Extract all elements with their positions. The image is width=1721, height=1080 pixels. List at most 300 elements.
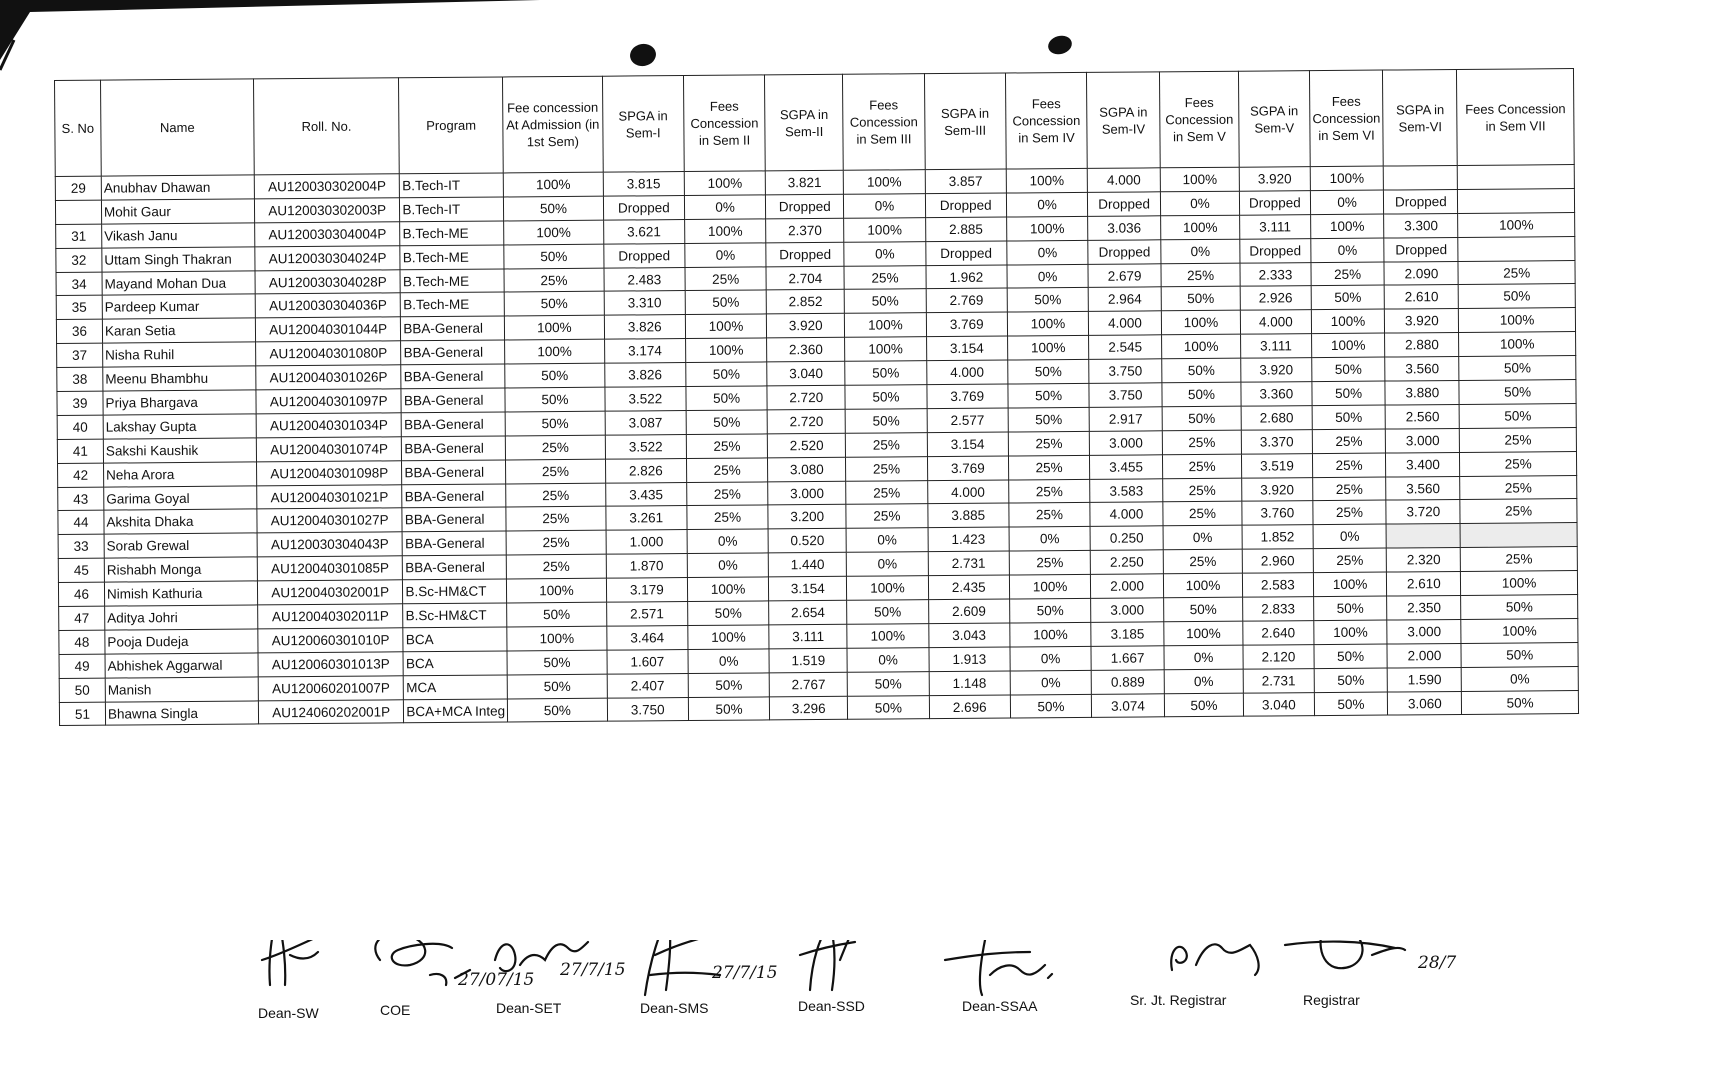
cell-name: Sorab Grewal <box>104 533 257 558</box>
cell-concession-sem3: 0% <box>847 647 928 672</box>
col-sgpa-sem2-header: SGPA in Sem-II <box>765 74 844 171</box>
cell-concession-sem2: 50% <box>688 601 769 626</box>
cell-program: BBA-General <box>401 316 505 341</box>
cell-roll: AU120060301010P <box>258 628 404 653</box>
cell-sgpa-sem1: 1.607 <box>607 649 688 674</box>
cell-sgpa-sem1: 3.826 <box>604 363 685 388</box>
cell-sno: 42 <box>58 463 104 487</box>
cell-sgpa-sem4: 3.036 <box>1088 216 1161 240</box>
cell-sgpa-sem4: 1.667 <box>1091 646 1164 670</box>
concession-sheet <box>54 68 1579 726</box>
cell-sgpa-sem1: 3.261 <box>606 506 687 531</box>
cell-program: B.Tech-ME <box>400 245 504 270</box>
cell-concession-sem3: 50% <box>844 289 925 314</box>
cell-sgpa-sem1: 3.621 <box>603 219 684 244</box>
cell-sgpa-sem6: Dropped <box>1384 237 1458 261</box>
cell-sgpa-sem3: 2.609 <box>928 599 1009 624</box>
signature-stroke <box>1171 944 1258 975</box>
cell-concession-sem2: 100% <box>685 219 766 244</box>
cell-concession-sem7: 100% <box>1459 308 1576 333</box>
cell-roll: AU120030304043P <box>257 532 403 557</box>
signatory-title: Sr. Jt. Registrar <box>1130 992 1227 1008</box>
cell-sgpa-sem4: 4.000 <box>1089 311 1162 335</box>
cell-sgpa-sem5: Dropped <box>1240 191 1311 215</box>
cell-sno: 40 <box>57 415 103 439</box>
cell-sgpa-sem3: 1.962 <box>926 265 1007 290</box>
cell-concession-sem2: 50% <box>686 410 767 435</box>
cell-sgpa-sem1: 3.522 <box>605 434 686 459</box>
cell-sgpa-sem3: 2.435 <box>928 575 1009 600</box>
cell-concession-sem4: 0% <box>1010 646 1091 671</box>
cell-sgpa-sem6: 3.300 <box>1384 213 1458 237</box>
cell-sgpa-sem5: 3.920 <box>1239 167 1310 191</box>
cell-sgpa-sem2: 0.520 <box>768 529 846 554</box>
cell-sgpa-sem2: 2.654 <box>769 600 847 625</box>
cell-name: Nisha Ruhil <box>103 342 256 367</box>
cell-roll: AU124060202001P <box>258 699 404 724</box>
cell-sgpa-sem1: 3.464 <box>606 625 687 650</box>
cell-sgpa-sem5: 3.111 <box>1240 214 1311 238</box>
cell-concession-sem4: 0% <box>1010 670 1091 695</box>
corner-fold-mark <box>0 0 540 80</box>
cell-sgpa-sem2: 1.519 <box>769 648 847 673</box>
cell-sgpa-sem1: 3.826 <box>604 315 685 340</box>
col-concession-sem7-header: Fees Concession in Sem VII <box>1457 69 1574 166</box>
col-concession-sem6-header: Fees Concession in Sem VI <box>1309 70 1384 167</box>
cell-program: BBA-General <box>401 364 505 389</box>
cell-concession-sem6: 100% <box>1310 214 1384 238</box>
cell-sgpa-sem1: 3.310 <box>604 291 685 316</box>
cell-concession-sem5: 0% <box>1160 191 1239 216</box>
cell-concession-sem3: 25% <box>846 480 927 505</box>
cell-concession-sem6: 50% <box>1314 644 1388 668</box>
cell-sgpa-sem2: 2.767 <box>769 672 847 697</box>
cell-sgpa-sem3: Dropped <box>925 193 1006 218</box>
cell-admission-concession: 25% <box>506 554 606 579</box>
cell-sgpa-sem1: Dropped <box>603 243 684 268</box>
punch-hole-right <box>1046 33 1074 57</box>
cell-sgpa-sem6: 1.590 <box>1388 667 1462 691</box>
cell-sgpa-sem4: 2.250 <box>1090 550 1163 574</box>
cell-concession-sem5: 25% <box>1163 502 1242 527</box>
cell-sgpa-sem3: 4.000 <box>927 480 1008 505</box>
col-concession-sem3-header: Fees Concession in Sem III <box>843 74 925 171</box>
cell-concession-sem5: 50% <box>1162 358 1241 383</box>
cell-concession-sem4: 25% <box>1009 551 1090 576</box>
cell-concession-sem5: 100% <box>1161 311 1240 336</box>
cell-concession-sem4: 50% <box>1010 694 1091 719</box>
cell-concession-sem5: 25% <box>1162 454 1241 479</box>
cell-sgpa-sem2: 3.821 <box>765 170 843 195</box>
cell-concession-sem3: 50% <box>845 409 926 434</box>
cell-concession-sem7 <box>1460 523 1577 548</box>
cell-sno: 31 <box>56 224 102 248</box>
signature-date: 27/07/15 <box>458 970 535 990</box>
cell-concession-sem5: 100% <box>1163 573 1242 598</box>
cell-admission-concession: 50% <box>507 650 607 675</box>
cell-admission-concession: 25% <box>506 531 606 556</box>
cell-concession-sem4: 50% <box>1008 360 1089 385</box>
cell-concession-sem2: 100% <box>684 171 765 196</box>
cell-concession-sem7: 50% <box>1461 595 1578 620</box>
cell-sno: 50 <box>59 678 105 702</box>
cell-concession-sem3: 25% <box>844 265 925 290</box>
cell-sgpa-sem6: 2.350 <box>1387 595 1461 619</box>
signatory-title: Dean-SSD <box>798 998 865 1014</box>
cell-sgpa-sem1: 2.483 <box>604 267 685 292</box>
cell-sgpa-sem5: 4.000 <box>1240 310 1311 334</box>
cell-sgpa-sem1: 2.571 <box>606 602 687 627</box>
cell-concession-sem7: 50% <box>1461 642 1578 667</box>
cell-sgpa-sem4: 0.889 <box>1091 670 1164 694</box>
cell-sgpa-sem3: 3.154 <box>927 432 1008 457</box>
col-name-header: Name <box>100 79 254 176</box>
cell-concession-sem3: 100% <box>845 313 926 338</box>
signature-date: 28/7 <box>1418 953 1457 973</box>
cell-sgpa-sem6: 3.560 <box>1385 357 1459 381</box>
cell-concession-sem3: 50% <box>848 695 929 720</box>
cell-sgpa-sem3: 3.769 <box>927 384 1008 409</box>
cell-concession-sem6: 50% <box>1314 668 1388 692</box>
punch-hole-left <box>628 42 657 68</box>
cell-program: B.Tech-ME <box>400 221 504 246</box>
col-sgpa-sem1-header: SPGA in Sem-I <box>602 76 684 173</box>
cell-sgpa-sem6 <box>1384 165 1458 189</box>
cell-name: Aditya Johri <box>105 605 258 630</box>
cell-sgpa-sem1: 3.815 <box>603 172 684 197</box>
cell-sgpa-sem3: 2.577 <box>927 408 1008 433</box>
cell-concession-sem5: 50% <box>1164 597 1243 622</box>
cell-sgpa-sem6: 3.920 <box>1385 309 1459 333</box>
cell-concession-sem7: 100% <box>1461 571 1578 596</box>
cell-sgpa-sem6: 3.000 <box>1386 428 1460 452</box>
col-roll-header: Roll. No. <box>253 78 399 175</box>
cell-admission-concession: 50% <box>507 602 607 627</box>
cell-sgpa-sem2: 1.440 <box>768 553 846 578</box>
cell-name: Bhawna Singla <box>105 701 258 726</box>
cell-sgpa-sem3: 3.885 <box>927 503 1008 528</box>
cell-sgpa-sem6: 3.880 <box>1385 380 1459 404</box>
cell-concession-sem6: 25% <box>1313 501 1387 525</box>
col-sgpa-sem3-header: SGPA in Sem-III <box>924 73 1006 170</box>
cell-sno: 43 <box>58 487 104 511</box>
cell-concession-sem4: 25% <box>1009 479 1090 504</box>
cell-roll: AU120040301044P <box>255 317 401 342</box>
cell-admission-concession: 50% <box>505 387 605 412</box>
cell-admission-concession: 50% <box>505 363 605 388</box>
cell-concession-sem4: 50% <box>1007 288 1088 313</box>
cell-concession-sem2: 0% <box>687 553 768 578</box>
cell-concession-sem2: 25% <box>685 266 766 291</box>
cell-sgpa-sem4: 2.545 <box>1089 335 1162 359</box>
cell-sgpa-sem3: 3.769 <box>926 312 1007 337</box>
cell-sgpa-sem5: Dropped <box>1240 238 1311 262</box>
cell-sgpa-sem6: 3.000 <box>1387 619 1461 643</box>
cell-concession-sem6: 50% <box>1311 286 1385 310</box>
cell-roll: AU120040301080P <box>256 341 402 366</box>
cell-concession-sem6: 50% <box>1313 596 1387 620</box>
cell-concession-sem6: 100% <box>1310 166 1384 190</box>
cell-concession-sem4: 0% <box>1009 527 1090 552</box>
cell-program: BCA <box>403 627 507 652</box>
cell-admission-concession: 50% <box>504 196 604 221</box>
cell-admission-concession: 100% <box>507 626 607 651</box>
cell-sgpa-sem4: 2.917 <box>1089 407 1162 431</box>
cell-concession-sem3: 25% <box>846 504 927 529</box>
cell-concession-sem4: 25% <box>1008 455 1089 480</box>
cell-concession-sem2: 50% <box>685 290 766 315</box>
cell-sgpa-sem2: Dropped <box>766 194 844 219</box>
cell-sgpa-sem6: 2.560 <box>1386 404 1460 428</box>
cell-sgpa-sem6: 2.000 <box>1387 643 1461 667</box>
col-sgpa-sem4-header: SGPA in Sem-IV <box>1087 72 1160 169</box>
cell-concession-sem6: 50% <box>1312 381 1386 405</box>
cell-sgpa-sem2: 3.200 <box>768 505 846 530</box>
cell-name: Meenu Bhambhu <box>103 366 256 391</box>
col-admission-concession-header: Fee concession At Admission (in 1st Sem) <box>503 76 603 173</box>
cell-sgpa-sem4: 2.000 <box>1091 574 1164 598</box>
cell-sgpa-sem2: 3.000 <box>768 481 846 506</box>
cell-sgpa-sem2: 3.154 <box>769 576 847 601</box>
cell-sno <box>55 200 101 224</box>
signature-stroke <box>375 940 470 985</box>
cell-concession-sem6: 0% <box>1310 190 1384 214</box>
cell-sgpa-sem2: 3.920 <box>767 314 845 339</box>
cell-concession-sem3: 100% <box>847 576 928 601</box>
cell-concession-sem7 <box>1458 188 1575 213</box>
cell-roll: AU120030304036P <box>255 293 401 318</box>
cell-sgpa-sem5: 3.360 <box>1241 382 1312 406</box>
fee-concession-table <box>54 68 1579 726</box>
cell-sgpa-sem6: 2.610 <box>1385 285 1459 309</box>
cell-concession-sem5: 25% <box>1163 549 1242 574</box>
cell-concession-sem5: 0% <box>1163 526 1242 551</box>
signatory-title: Dean-SSAA <box>962 998 1038 1014</box>
cell-roll: AU120060201007P <box>258 675 404 700</box>
cell-sgpa-sem3: 2.769 <box>926 288 1007 313</box>
cell-sgpa-sem5: 2.833 <box>1243 597 1314 621</box>
cell-admission-concession: 25% <box>506 507 606 532</box>
cell-program: B.Tech-ME <box>400 269 504 294</box>
cell-concession-sem2: 0% <box>687 529 768 554</box>
cell-admission-concession: 25% <box>506 459 606 484</box>
signatory-title: Registrar <box>1303 992 1360 1008</box>
signature-date: 27/7/15 <box>560 960 626 980</box>
signature-stroke <box>800 940 858 990</box>
signature-stroke <box>945 940 1052 995</box>
cell-concession-sem7: 50% <box>1462 690 1579 715</box>
cell-sgpa-sem4: 3.750 <box>1089 359 1162 383</box>
cell-sno: 46 <box>58 582 104 606</box>
cell-sno: 44 <box>58 511 104 535</box>
cell-concession-sem4: 25% <box>1009 503 1090 528</box>
cell-concession-sem2: 100% <box>687 577 768 602</box>
cell-sgpa-sem1: 3.750 <box>607 697 688 722</box>
table-body <box>55 165 1578 726</box>
cell-sgpa-sem6: 2.880 <box>1385 333 1459 357</box>
cell-concession-sem7: 50% <box>1459 380 1576 405</box>
cell-sgpa-sem1: 2.826 <box>605 458 686 483</box>
cell-sgpa-sem5: 3.519 <box>1242 453 1313 477</box>
cell-concession-sem7 <box>1458 236 1575 261</box>
cell-concession-sem6: 0% <box>1310 238 1384 262</box>
signatory-title: Dean-SMS <box>640 1000 709 1016</box>
cell-sgpa-sem1: 2.407 <box>607 673 688 698</box>
cell-program: BBA-General <box>402 412 506 437</box>
cell-concession-sem4: 0% <box>1006 192 1087 217</box>
cell-sgpa-sem5: 3.920 <box>1242 477 1313 501</box>
cell-concession-sem6: 50% <box>1314 692 1388 716</box>
cell-sgpa-sem4: 3.000 <box>1091 598 1164 622</box>
cell-sgpa-sem1: 3.179 <box>606 578 687 603</box>
cell-sgpa-sem3: 4.000 <box>926 360 1007 385</box>
cell-sgpa-sem5: 1.852 <box>1242 525 1313 549</box>
cell-concession-sem2: 100% <box>688 625 769 650</box>
cell-program: BBA-General <box>402 484 506 509</box>
cell-concession-sem3: 50% <box>845 385 926 410</box>
cell-admission-concession: 25% <box>505 435 605 460</box>
cell-sgpa-sem4: 3.000 <box>1089 431 1162 455</box>
cell-roll: AU120030304004P <box>255 222 401 247</box>
cell-sno: 38 <box>57 367 103 391</box>
cell-name: Uttam Singh Thakran <box>102 247 255 272</box>
cell-concession-sem3: 50% <box>847 671 928 696</box>
cell-sgpa-sem2: 2.520 <box>768 433 846 458</box>
signature-stroke <box>262 940 332 985</box>
cell-concession-sem4: 100% <box>1010 622 1091 647</box>
cell-sgpa-sem5: 3.760 <box>1242 501 1313 525</box>
cell-sgpa-sem6: 2.610 <box>1387 572 1461 596</box>
cell-concession-sem3: 50% <box>847 600 928 625</box>
cell-concession-sem2: 50% <box>686 386 767 411</box>
cell-roll: AU120030302004P <box>254 174 400 199</box>
cell-concession-sem3: 0% <box>844 194 925 219</box>
cell-sgpa-sem4: 2.679 <box>1088 263 1161 287</box>
cell-concession-sem7 <box>1457 165 1574 190</box>
cell-concession-sem5: 25% <box>1162 430 1241 455</box>
cell-sgpa-sem3: 3.769 <box>927 456 1008 481</box>
cell-concession-sem4: 100% <box>1007 336 1088 361</box>
cell-sgpa-sem2: 2.720 <box>767 385 845 410</box>
col-sgpa-sem6-header: SGPA in Sem-VI <box>1383 69 1458 166</box>
cell-sgpa-sem1: 1.000 <box>606 530 687 555</box>
cell-sgpa-sem2: 3.040 <box>767 361 845 386</box>
cell-concession-sem2: 50% <box>686 362 767 387</box>
cell-sno: 36 <box>56 319 102 343</box>
cell-concession-sem4: 50% <box>1010 598 1091 623</box>
cell-admission-concession: 50% <box>508 698 608 723</box>
cell-concession-sem6: 25% <box>1311 262 1385 286</box>
signatory-title: Dean-SET <box>496 1000 562 1016</box>
cell-roll: AU120030304028P <box>255 269 401 294</box>
cell-concession-sem5: 25% <box>1161 263 1240 288</box>
cell-concession-sem3: 100% <box>845 337 926 362</box>
cell-admission-concession: 50% <box>507 674 607 699</box>
cell-program: BBA-General <box>401 340 505 365</box>
header-row <box>55 69 1575 177</box>
cell-roll: AU120030302003P <box>254 198 400 223</box>
col-sgpa-sem5-header: SGPA in Sem-V <box>1239 71 1310 168</box>
cell-concession-sem7: 50% <box>1458 284 1575 309</box>
cell-sgpa-sem5: 2.960 <box>1242 549 1313 573</box>
cell-roll: AU120030304024P <box>255 245 401 270</box>
cell-sgpa-sem3: 3.043 <box>928 623 1009 648</box>
cell-sgpa-sem1: Dropped <box>603 195 684 220</box>
cell-concession-sem6: 50% <box>1312 405 1386 429</box>
cell-concession-sem7: 25% <box>1460 547 1577 572</box>
cell-sgpa-sem5: 2.583 <box>1243 573 1314 597</box>
cell-concession-sem5: 25% <box>1163 478 1242 503</box>
cell-name: Priya Bhargava <box>103 390 256 415</box>
cell-concession-sem7: 100% <box>1459 332 1576 357</box>
cell-concession-sem7: 25% <box>1458 260 1575 285</box>
cell-sgpa-sem1: 1.870 <box>606 554 687 579</box>
cell-concession-sem4: 100% <box>1009 575 1090 600</box>
cell-concession-sem5: 0% <box>1164 645 1243 670</box>
cell-sgpa-sem3: 2.731 <box>928 551 1009 576</box>
cell-sgpa-sem4: 3.185 <box>1091 622 1164 646</box>
cell-concession-sem3: 25% <box>846 456 927 481</box>
signatory-title: COE <box>380 1002 411 1018</box>
cell-sgpa-sem4: 2.964 <box>1088 287 1161 311</box>
cell-sgpa-sem5: 3.920 <box>1241 358 1312 382</box>
cell-roll: AU120040301034P <box>256 413 402 438</box>
cell-concession-sem2: 25% <box>687 481 768 506</box>
cell-sno: 32 <box>56 248 102 272</box>
cell-sgpa-sem6: 3.560 <box>1386 476 1460 500</box>
cell-sgpa-sem1: 3.522 <box>605 387 686 412</box>
cell-sno: 39 <box>57 391 103 415</box>
col-concession-sem5-header: Fees Concession in Sem V <box>1159 71 1239 168</box>
cell-concession-sem2: 100% <box>685 314 766 339</box>
cell-sgpa-sem5: 3.111 <box>1241 334 1312 358</box>
col-concession-sem4-header: Fees Concession in Sem IV <box>1005 72 1087 169</box>
cell-roll: AU120040301026P <box>256 365 402 390</box>
cell-sgpa-sem2: 2.360 <box>767 338 845 363</box>
cell-sno: 47 <box>59 606 105 630</box>
cell-roll: AU120040301098P <box>256 460 402 485</box>
cell-roll: AU120040302001P <box>257 580 403 605</box>
cell-sno: 37 <box>57 343 103 367</box>
cell-sgpa-sem5: 2.731 <box>1243 668 1314 692</box>
cell-name: Mayand Mohan Dua <box>102 270 255 295</box>
signature-date: 27/7/15 <box>712 963 778 983</box>
cell-program: BBA-General <box>403 555 507 580</box>
cell-sgpa-sem6: 2.090 <box>1384 261 1458 285</box>
cell-concession-sem2: 25% <box>686 458 767 483</box>
cell-sno: 29 <box>55 176 101 200</box>
cell-sgpa-sem5: 3.040 <box>1243 692 1314 716</box>
cell-sgpa-sem4: 3.074 <box>1092 693 1165 717</box>
cell-admission-concession: 100% <box>504 220 604 245</box>
cell-sgpa-sem5: 2.640 <box>1243 621 1314 645</box>
cell-sgpa-sem3: 1.913 <box>929 647 1010 672</box>
cell-concession-sem3: 0% <box>847 552 928 577</box>
cell-sgpa-sem4: 3.583 <box>1090 478 1163 502</box>
cell-name: Karan Setia <box>102 318 255 343</box>
cell-concession-sem2: 0% <box>685 243 766 268</box>
cell-concession-sem6: 0% <box>1313 524 1387 548</box>
cell-roll: AU120040301021P <box>257 484 403 509</box>
cell-sno: 49 <box>59 654 105 678</box>
cell-program: BBA-General <box>402 531 506 556</box>
cell-sgpa-sem6 <box>1387 524 1461 548</box>
cell-concession-sem6: 25% <box>1312 477 1386 501</box>
cell-sgpa-sem4: 3.750 <box>1089 383 1162 407</box>
cell-admission-concession: 100% <box>507 578 607 603</box>
cell-sno: 51 <box>59 702 105 726</box>
cell-concession-sem6: 100% <box>1313 572 1387 596</box>
